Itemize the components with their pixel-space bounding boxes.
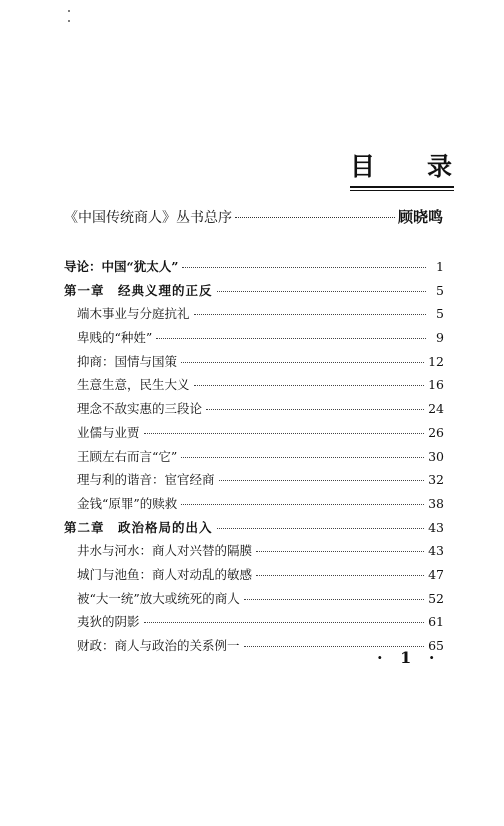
entry-page-number: 5 (436, 282, 444, 298)
entry-title: 理念不敌实惠的三段论 (77, 401, 203, 417)
toc-section-entry[interactable] (64, 328, 444, 352)
leader-dots (235, 217, 395, 218)
leader-dots (256, 575, 424, 576)
leader-dots (217, 528, 425, 529)
entry-page-number: 47 (428, 566, 444, 582)
entry-title: 城门与池鱼：商人对动乱的敏感 (77, 566, 253, 582)
leader-dots (181, 457, 424, 458)
toc-section-entry[interactable] (64, 541, 444, 565)
series-preface-title: 《中国传统商人》丛书总序 (64, 210, 232, 226)
entry-title: 金钱“原罪”的赎救 (77, 495, 178, 511)
leader-dots (156, 338, 426, 339)
toc-section-entry[interactable] (64, 494, 444, 518)
toc-list (64, 257, 444, 660)
entry-page-number: 65 (428, 638, 444, 653)
entry-title: 第一章 经典义理的正反 (64, 282, 213, 298)
entry-page-number: 1 (436, 259, 444, 274)
toc-section-entry[interactable] (64, 612, 444, 636)
entry-title: 理与利的谐音：宦官经商 (77, 472, 215, 488)
toc-title (350, 147, 454, 191)
toc-section-entry[interactable] (64, 447, 444, 471)
entry-page-number: 16 (428, 377, 444, 393)
entry-page-number: 32 (428, 472, 444, 488)
entry-title: 井水与河水：商人对兴替的隔膜 (77, 543, 253, 559)
entry-title: 端木事业与分庭抗礼 (77, 306, 190, 322)
leader-dots (244, 646, 425, 647)
title-underline-thin (350, 190, 454, 191)
entry-page-number: 12 (428, 353, 444, 369)
page-number: · 1 · (377, 648, 441, 667)
series-preface-entry[interactable] (64, 206, 443, 227)
toc-intro-entry[interactable] (64, 257, 444, 281)
entry-page-number: 5 (436, 306, 444, 322)
toc-section-entry[interactable] (64, 565, 444, 589)
leader-dots (206, 409, 424, 410)
leader-dots (217, 291, 426, 292)
series-preface-author: 顾晓鸣 (397, 208, 443, 226)
toc-section-entry[interactable] (64, 399, 444, 423)
leader-dots (181, 362, 424, 363)
entry-page-number: 26 (428, 424, 444, 440)
title-char-2: 录 (426, 152, 454, 181)
entry-page-number: 24 (428, 401, 444, 417)
leader-dots (194, 314, 426, 315)
toc-chapter-entry[interactable] (64, 518, 444, 542)
entry-title: 财政：商人与政治的关系例一 (77, 638, 240, 653)
leader-dots (219, 480, 425, 481)
entry-title: 生意生意，民生大义 (77, 377, 190, 393)
leader-dots (144, 622, 425, 623)
toc-section-entry[interactable] (64, 470, 444, 494)
leader-dots (244, 599, 424, 600)
entry-page-number: 30 (428, 448, 444, 464)
toc-chapter-entry[interactable] (64, 281, 444, 305)
entry-page-number: 43 (428, 543, 444, 559)
toc-section-entry[interactable] (64, 352, 444, 376)
toc-section-entry[interactable] (64, 423, 444, 447)
toc-section-entry[interactable] (64, 375, 444, 399)
leader-dots (194, 385, 425, 386)
entry-page-number: 61 (428, 614, 444, 630)
entry-title: 王顾左右而言“它” (77, 448, 178, 464)
title-underline (350, 186, 454, 188)
leader-dots (144, 433, 425, 434)
entry-title: 业儒与业贾 (77, 424, 140, 440)
entry-title: 导论：中国“犹太人” (64, 259, 179, 274)
title-char-1: 目 (350, 152, 378, 181)
entry-page-number: 52 (428, 590, 444, 606)
leader-dots (182, 267, 426, 268)
print-speck (68, 10, 70, 12)
entry-title: 第二章 政治格局的出入 (64, 519, 213, 535)
entry-title: 被“大一统”放大或统死的商人 (77, 590, 240, 606)
toc-section-entry[interactable] (64, 304, 444, 328)
leader-dots (256, 551, 424, 552)
entry-page-number: 38 (428, 495, 444, 511)
entry-title: 抑商：国情与国策 (77, 353, 178, 369)
entry-page-number: 43 (428, 519, 444, 535)
print-speck (68, 20, 70, 22)
entry-title: 卑贱的“种姓” (77, 330, 153, 346)
entry-page-number: 9 (436, 330, 444, 346)
leader-dots (181, 504, 424, 505)
toc-section-entry[interactable] (64, 589, 444, 613)
entry-title: 夷狄的阴影 (77, 614, 140, 630)
